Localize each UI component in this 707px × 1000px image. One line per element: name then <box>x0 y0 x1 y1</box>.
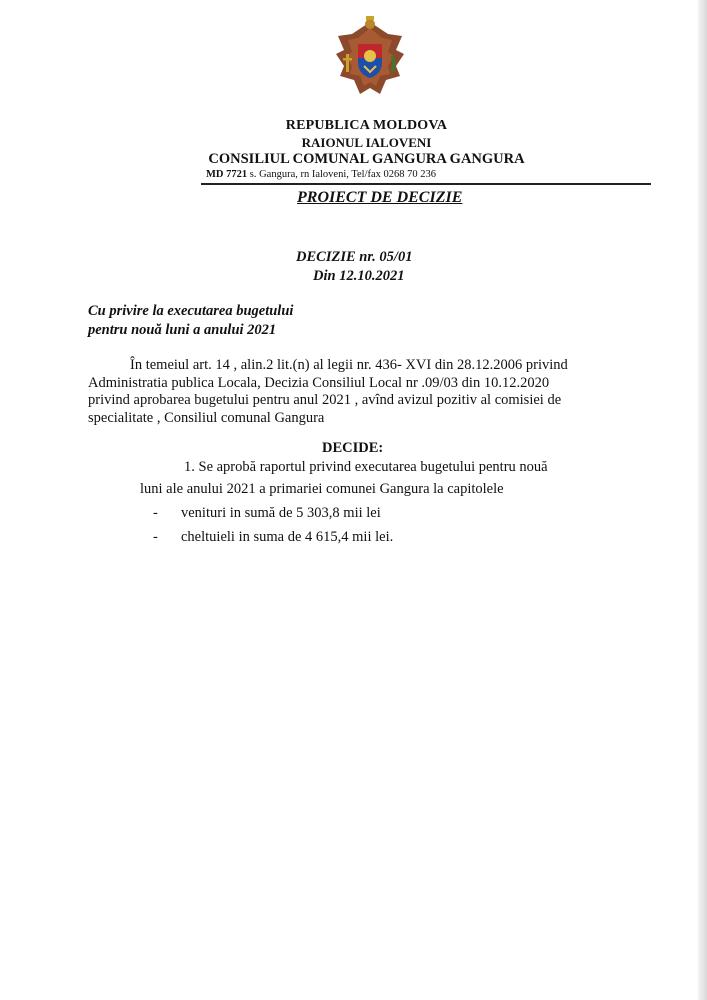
list-item-expenses: cheltuieli in suma de 4 615,4 mii lei. <box>181 529 394 545</box>
subject-line-2: pentru nouă luni a anului 2021 <box>88 322 277 338</box>
header-country: REPUBLICA MOLDOVA <box>285 118 448 133</box>
preamble-line-2: Administratia publica Locala, Decizia Consiliul Local nr .09/03 din 10.12.2020 <box>88 374 550 391</box>
decide-heading: DECIDE: <box>322 440 384 456</box>
address-details: s. Gangura, rn Ialoveni, Tel/fax 0268 70 236 <box>247 169 437 180</box>
decision-date: Din 12.10.2021 <box>313 268 405 284</box>
article-1-line-1: 1. Se aprobă raportul privind executarea bugetului pentru nouă <box>184 459 548 475</box>
list-item-dash: - <box>153 529 158 545</box>
header-council: CONSILIUL COMUNAL GANGURA GANGURA <box>208 151 525 167</box>
address-postal-code: MD 7721 <box>206 169 248 180</box>
header-district: RAIONUL IALOVENI <box>301 135 432 150</box>
decision-number: DECIZIE nr. 05/01 <box>296 249 413 265</box>
preamble-line-1: În temeiul art. 14 , alin.2 lit.(n) al legii nr. 436- XVI din 28.12.2006 privind <box>130 357 568 373</box>
header-address <box>206 169 436 180</box>
article-1-line-2: luni ale anului 2021 a primariei comunei Gangura la capitolele <box>140 481 504 497</box>
header-divider <box>201 183 651 185</box>
preamble-paragraph <box>88 357 644 427</box>
preamble-line-4: specialitate , Consiliul comunal Gangura <box>88 409 325 426</box>
coat-of-arms-icon <box>330 14 410 104</box>
subject-line-1: Cu privire la executarea bugetului <box>88 303 294 319</box>
list-item-dash: - <box>153 505 158 521</box>
list-item-revenues: venituri in sumă de 5 303,8 mii lei <box>181 505 381 521</box>
proiect-title: PROIECT DE DECIZIE <box>297 189 463 206</box>
preamble-line-3: privind aprobarea bugetului pentru anul 2021 , avînd avizul pozitiv al comisiei de <box>88 392 562 408</box>
